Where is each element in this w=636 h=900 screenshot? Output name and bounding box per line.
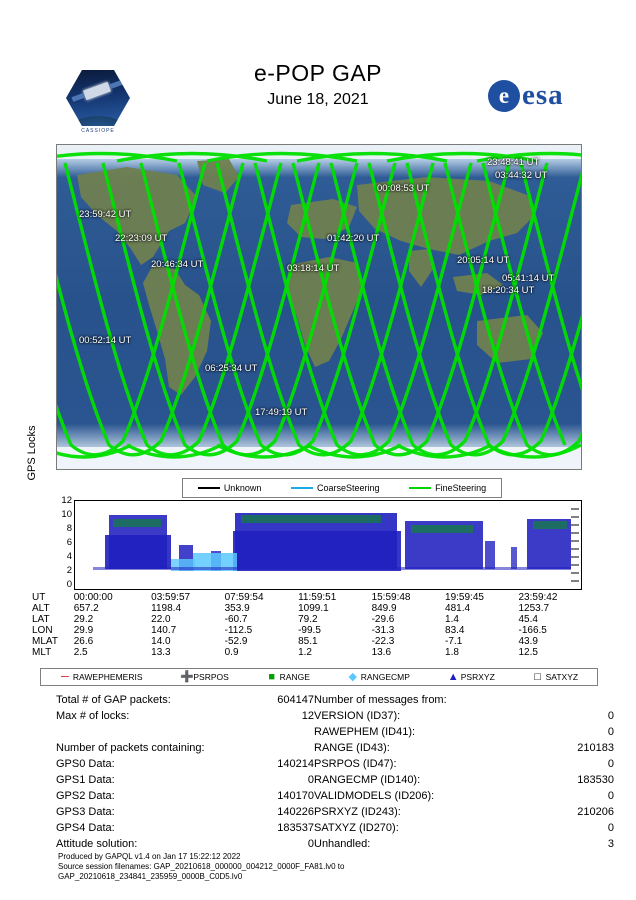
pass-label: 17:49:19 UT [255,407,308,418]
summary-label: Number of messages from: [314,694,447,706]
page-title: e-POP GAP [253,60,383,86]
summary-line [314,820,614,836]
y-tick: 8 [66,523,72,534]
summary-label: GPS0 Data: [56,758,115,770]
plus-icon: ➕ [180,671,195,683]
axis-parameter-table [32,592,592,658]
summary-line [314,692,614,708]
summary-line [56,756,314,772]
cell: 2.5 [73,647,88,658]
legend-line-icon [409,487,431,489]
cell: 12.5 [518,647,538,658]
cell: 1099.1 [298,603,329,614]
legend-item-unknown [198,483,262,493]
cell: -99.5 [298,625,321,636]
pass-label: 23:59:42 UT [79,209,132,220]
summary-value: 12 [301,710,314,722]
row-label: MLT [32,647,52,658]
cell: 13.6 [371,647,392,658]
cell: 657.2 [73,603,99,614]
row-label: ALT [32,603,50,614]
legend-item-finesteering [409,483,486,493]
cell: -166.5 [518,625,547,636]
summary-value: 140170 [277,790,314,802]
summary-value: 210206 [577,806,614,818]
page-header [0,48,636,148]
cell: 29.9 [73,625,94,636]
summary-line [314,804,614,820]
packet-legend-label: PSRXYZ [460,672,495,682]
summary-value: 0 [607,758,614,770]
pass-label: 03:44:32 UT [495,170,548,181]
summary-label: RANGE (ID43): [314,742,390,754]
packet-legend-rawephemeris [60,672,143,682]
summary-label: GPS2 Data: [56,790,115,802]
summary-line [56,788,314,804]
footer-producer: Produced by GAPQL v1.4 on Jan 17 15:22:12 2022 [58,852,241,861]
cell: 07:59:54 [224,592,264,603]
summary-value: 0 [607,790,614,802]
summary-line [56,740,314,756]
summary-label: VERSION (ID37): [314,710,401,722]
y-tick: 6 [66,537,72,548]
footer [58,852,618,882]
packet-legend-label: RANGECMP [360,672,410,682]
legend-line-icon [291,487,313,489]
summary-spacer [56,724,314,740]
pass-label: 00:08:53 UT [377,183,430,194]
open-square-icon: □ [534,671,541,683]
summary-value: 0 [607,710,614,722]
summary-label: Unhandled: [314,838,371,850]
summary-label: PSRPOS (ID47): [314,758,397,770]
summary-line [314,788,614,804]
diamond-icon: ◆ [348,671,357,683]
summary-value: 604147 [277,694,314,706]
summary-label: Max # of locks: [56,710,130,722]
summary-value: 0 [607,726,614,738]
summary-line [56,708,314,724]
summary-line [56,820,314,836]
esa-mark-icon: e [488,80,520,112]
pass-label: 01:42:20 UT [327,233,380,244]
pass-label: 20:05:14 UT [457,255,510,266]
summary-section [56,692,616,852]
cell: -31.3 [371,625,395,636]
y-tick: 12 [61,495,72,506]
cell: -29.6 [371,614,395,625]
esa-wordmark: esa [522,79,564,111]
cell: 1.4 [445,614,459,625]
cell: 79.2 [298,614,318,625]
pass-label: 00:52:14 UT [79,335,132,346]
summary-line [56,836,314,852]
cell: 15:59:48 [371,592,411,603]
pass-label: 20:46:34 UT [151,259,204,270]
cell: 14.0 [151,636,171,647]
triangle-icon: ▲ [447,671,459,683]
cell: -60.7 [224,614,248,625]
orbit-tracks [57,145,581,469]
summary-line [314,708,614,724]
summary-label: VALIDMODELS (ID206): [314,790,435,802]
table-row [32,603,592,614]
cell: 83.4 [445,625,465,636]
cell: -22.3 [371,636,395,647]
gps-locks-data [75,501,581,589]
pass-label: 18:20:34 UT [482,285,535,296]
packet-legend-range [267,672,310,682]
summary-line [314,756,614,772]
packet-legend-psrpos [180,672,228,682]
cassiope-logo-label: CASSIOPE [81,128,115,134]
cell: 03:59:57 [151,592,191,603]
cell: 19:59:45 [445,592,484,603]
legend-label: FineSteering [435,483,487,493]
summary-label: GPS4 Data: [56,822,115,834]
cell: 0.9 [224,647,239,658]
summary-line [314,772,614,788]
packet-legend-satxyz [533,672,578,682]
y-tick: 2 [66,565,72,576]
packet-legend-rangecmp [348,672,410,682]
summary-label: GPS3 Data: [56,806,115,818]
cell: 1.2 [298,647,312,658]
packet-legend-label: RAWEPHEMERIS [72,672,143,682]
cell: 85.1 [298,636,318,647]
summary-value: 0 [307,838,314,850]
cell: 11:59:51 [298,592,337,603]
cell: 1.8 [445,647,459,658]
cell: 23:59:42 [518,592,558,603]
footer-source-line2: GAP_20210618_234841_235959_0000B_C0D5.lv0 [58,872,243,881]
row-label: LAT [32,614,50,625]
cell: 1253.7 [518,603,550,614]
summary-line [56,692,314,708]
summary-label: RAWEPHEM (ID41): [314,726,416,738]
row-label: MLAT [32,636,58,647]
legend-item-coarsesteering [291,483,380,493]
summary-label: Number of packets containing: [56,742,205,754]
gps-locks-plot [74,500,582,590]
summary-line [314,740,614,756]
summary-label: Total # of GAP packets: [56,694,171,706]
cell: 29.2 [73,614,94,625]
esa-logo [488,78,600,118]
packet-legend-label: SATXYZ [545,672,579,682]
summary-value: 140214 [277,758,314,770]
dash-icon: ─ [61,671,69,683]
summary-value: 3 [607,838,614,850]
summary-label: RANGECMP (ID140): [314,774,421,786]
summary-line [314,724,614,740]
cell: 140.7 [151,625,177,636]
summary-value: 183530 [577,774,614,786]
table-row [32,625,592,636]
page-subtitle-date: June 18, 2021 [267,91,369,108]
summary-left-column [56,692,314,852]
cell: 353.9 [224,603,250,614]
cell: 00:00:00 [73,592,113,603]
gps-locks-y-axis-label: GPS Locks [26,425,38,481]
pass-label: 03:18:14 UT [287,263,340,274]
y-tick: 10 [61,509,72,520]
cell: 45.4 [518,614,538,625]
cell: 849.9 [371,603,397,614]
table-row [32,614,592,625]
square-icon: ■ [268,671,275,683]
summary-value [250,740,314,756]
pass-label: 05:41:14 UT [502,273,555,284]
packet-legend-psrxyz [448,672,495,682]
summary-label: PSRXYZ (ID243): [314,806,401,818]
packet-type-legend [40,668,598,686]
summary-label: Attitude solution: [56,838,138,850]
summary-label: SATXYZ (ID270): [314,822,399,834]
pass-label: 23:48:41 UT [487,157,540,168]
legend-label: Unknown [223,483,262,493]
y-tick: 4 [66,551,72,562]
cell: 1198.4 [151,603,181,614]
pass-label: 22:23:09 UT [115,233,168,244]
summary-value: 183537 [277,822,314,834]
summary-value [550,692,614,708]
packet-legend-label: PSRPOS [193,672,229,682]
cell: 481.4 [445,603,471,614]
cell: 26.6 [73,636,94,647]
y-tick: 0 [66,579,72,590]
summary-value: 210183 [577,742,614,754]
packet-legend-label: RANGE [279,672,310,682]
summary-label: GPS1 Data: [56,774,115,786]
summary-value: 140226 [277,806,314,818]
cell: 22.0 [151,614,171,625]
row-label: LON [32,625,53,636]
map-legend [182,478,502,498]
summary-line [314,836,614,852]
legend-label: CoarseSteering [316,483,380,493]
table-row [32,636,592,647]
cell: 43.9 [518,636,538,647]
summary-right-column [314,692,614,852]
row-label: UT [32,592,46,603]
cell: -52.9 [224,636,248,647]
summary-value: 0 [607,822,614,834]
cell: 13.3 [151,647,171,658]
ground-track-map [56,144,582,470]
cell: -7.1 [445,636,463,647]
cell: -112.5 [224,625,253,636]
table-row [32,592,592,603]
summary-line [56,772,314,788]
summary-line [56,804,314,820]
gps-locks-y-ticks [52,497,72,591]
legend-line-icon [198,487,220,489]
table-row [32,647,592,658]
footer-source-line1: Source session filenames: GAP_20210618_000000_004212_0000F_FA81.lv0 to [58,862,345,871]
pass-label: 06:25:34 UT [205,363,258,374]
summary-value: 0 [307,774,314,786]
